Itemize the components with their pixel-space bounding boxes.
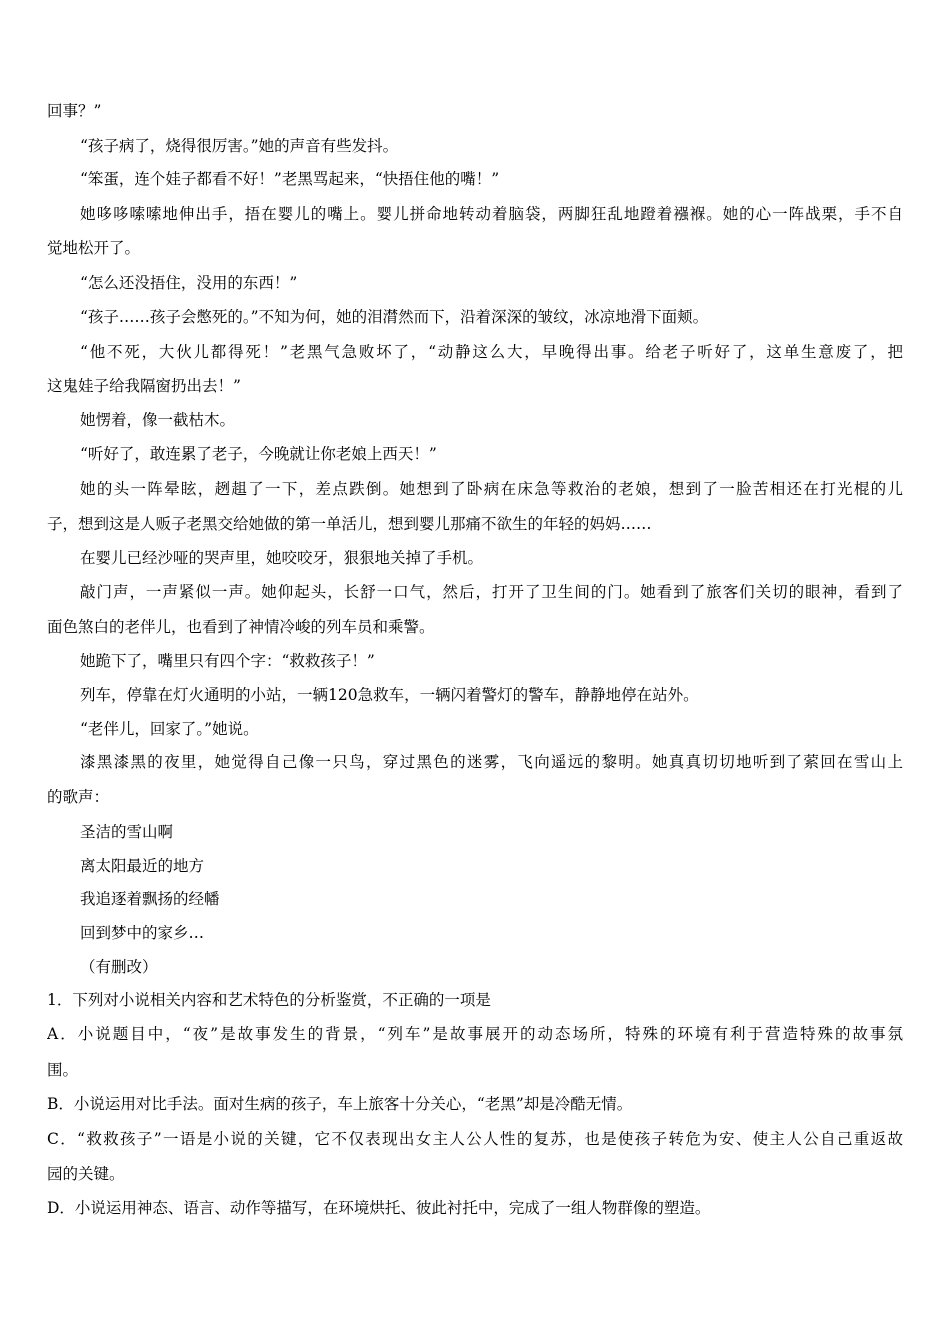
poem-line: 我追逐着飘扬的经幡	[80, 890, 220, 908]
story-line: 这鬼娃子给我隔窗扔出去！”	[47, 377, 241, 395]
story-line: 的歌声：	[47, 788, 110, 806]
story-line: “老伴儿，回家了。”她说。	[80, 720, 259, 738]
poem-line: 离太阳最近的地方	[80, 857, 205, 875]
story-line: 列车，停靠在灯火通明的小站，一辆120急救车，一辆闪着警灯的警车，静静地停在站外。	[80, 686, 699, 704]
source-note: （有删改）	[80, 958, 158, 976]
option-a-continued: 围。	[47, 1061, 79, 1079]
story-line: 敲门声，一声紧似一声。她仰起头，长舒一口气，然后，打开了卫生间的门。她看到了旅客们关切的眼神，看到了	[80, 583, 903, 601]
option-a: A．小说题目中，“夜”是故事发生的背景，“列车”是故事展开的动态场所，特殊的环境有利于营造特殊的故事氛	[47, 1025, 903, 1043]
story-line: “他不死，大伙儿都得死！”老黑气急败坏了，“动静这么大，早晚得出事。给老子听好了，这单生意废了，把	[80, 343, 903, 361]
story-line: 觉地松开了。	[47, 239, 141, 257]
story-line: 回事？”	[47, 102, 102, 120]
option-c: C．“救救孩子”一语是小说的关键，它不仅表现出女主人公人性的复苏，也是使孩子转危为安、使主人公自己重返故	[47, 1130, 903, 1148]
story-line: 她的头一阵晕眩，趔趄了一下，差点跌倒。她想到了卧病在床急等救治的老娘，想到了一脸苦相还在打光棍的儿	[80, 480, 903, 498]
question-stem: 1．下列对小说相关内容和艺术特色的分析鉴赏，不正确的一项是	[47, 991, 491, 1009]
poem-line: 圣洁的雪山啊	[80, 823, 174, 841]
story-line: “怎么还没捂住，没用的东西！”	[80, 274, 298, 292]
story-line: 她愣着，像一截枯木。	[80, 411, 236, 429]
story-line: 她哆哆嗦嗦地伸出手，捂在婴儿的嘴上。婴儿拼命地转动着脑袋，两脚狂乱地蹬着襁褓。她的心一阵战栗，手不自	[80, 205, 903, 223]
story-line: “孩子病了，烧得很厉害。”她的声音有些发抖。	[80, 137, 399, 155]
story-line: 漆黑漆黑的夜里，她觉得自己像一只鸟，穿过黑色的迷雾，飞向遥远的黎明。她真真切切地听到了萦回在雪山上	[80, 753, 903, 771]
story-line: “孩子……孩子会憋死的。”不知为何，她的泪潸然而下，沿着深深的皱纹，冰凉地滑下面颊。	[80, 308, 709, 326]
story-line: “笨蛋，连个娃子都看不好！”老黑骂起来，“快捂住他的嘴！”	[80, 170, 500, 188]
option-d: D．小说运用神态、语言、动作等描写，在环境烘托、彼此衬托中，完成了一组人物群像的塑造。	[47, 1199, 711, 1217]
story-line: 面色煞白的老伴儿，也看到了神情冷峻的列车员和乘警。	[47, 618, 435, 636]
option-c-continued: 园的关键。	[47, 1165, 125, 1183]
story-line: 子，想到这是人贩子老黑交给她做的第一单活儿，想到婴儿那痛不欲生的年轻的妈妈……	[47, 515, 652, 533]
option-b: B．小说运用对比手法。面对生病的孩子，车上旅客十分关心，“老黑”却是冷酷无情。	[47, 1095, 633, 1113]
story-line: 她跪下了，嘴里只有四个字：“救救孩子！”	[80, 652, 375, 670]
story-line: 在婴儿已经沙哑的哭声里，她咬咬牙，狠狠地关掉了手机。	[80, 549, 484, 567]
poem-line: 回到梦中的家乡…	[80, 924, 205, 942]
story-line: “听好了，敢连累了老子，今晚就让你老娘上西天！”	[80, 445, 437, 463]
